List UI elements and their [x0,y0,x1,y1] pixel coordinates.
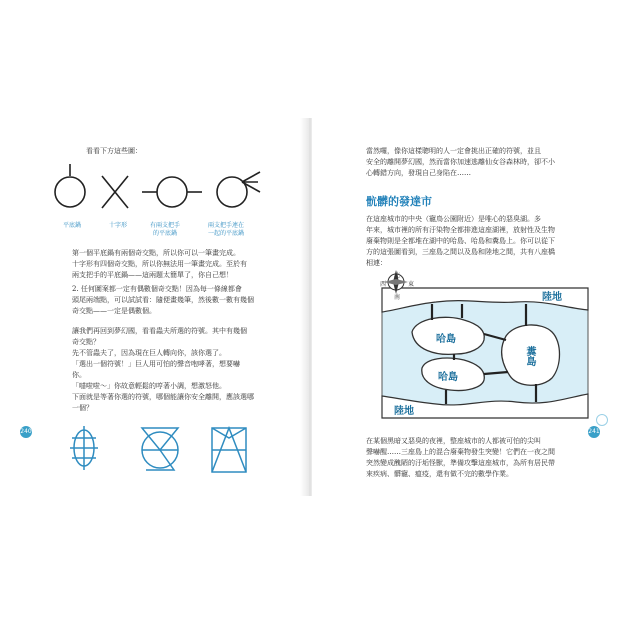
left-page [0,118,308,496]
island-map [366,270,598,426]
symbol-2 [142,428,178,470]
right-page [312,118,620,496]
handle-sketches [44,162,274,214]
compass-north: 北 [394,272,401,279]
label-island-3: 糞島 [524,346,535,366]
paragraph-1: 第一個平底鍋有兩個奇交點，所以你可以一筆畫完成。 十字形有四個奇交點，所以你無法用一筆畫完成。至於有 兩支把手的平底鍋——這兩題太簡單了，你自己想！ [72,249,247,279]
joined-handle-pan-sketch [217,172,260,207]
compass-south: 南 [394,294,401,301]
pan-sketch [55,164,85,207]
symbol-3 [212,428,246,472]
label-island-2: 哈島 [438,372,458,383]
label-island-1: 哈島 [436,334,456,345]
symbol-1 [70,426,98,470]
right-paragraph-2: 在這座城市的中央（寵鳥公園附近）是唯心的惡臭湖。多 年來，城市裡的所有汙染物全都排進這座湖裡，放射性及生物 廢棄物則是全都堆在湖中的哈島、哈島和糞島上。你可以從下 方的這張圖看到，三座島之間以及島和陸地之間，共有八座橋 相連： [366,215,555,267]
compass-west: 西 [380,281,387,288]
caption-two-handle: 有兩支把手 的平底鍋 [149,222,180,237]
right-paragraph-3: 在某個黑暗又惡臭的夜裡，整座城市的人都被可怕的尖叫 聲嚇醒……三座島上的混合廢棄物發生突變！它們在一夜之間 突然變成醜陋的汙垢怪獸，準備攻擊這座城市，為所有居民帶 來疾病、髒寵、瘟疫，還有做不完的數學作業。 [366,437,555,478]
caption-pan: 平底鍋 [62,222,81,229]
paragraph-2: 2. 任何圖案都一定有偶數個奇交點！因為每一條線都會 頭尾兩端點，可以試試看：隨便畫幾筆，然後數一數有幾個 奇交點——一定是偶數個。 [72,285,254,315]
caption-cross: 十字形 [108,222,127,229]
intro-text: 看看下方這些圖： [86,147,142,155]
caption-joined-handle: 兩支把手連在 一起的平底鍋 [207,222,244,237]
label-land-bottom: 陸地 [394,406,414,417]
compass-east: 東 [408,281,415,288]
cross-sketch [102,176,128,208]
section-title: 骯髒的發達市 [366,195,432,208]
page-number-right: 241 [588,426,600,438]
book-spread [0,118,620,496]
symbol-choices [62,418,262,478]
two-handle-pan-sketch [142,177,202,207]
decorative-circle [596,414,608,426]
paragraph-3: 讓我們再回到夢幻國，看看蟲夫所選的符號。其中有幾個 奇交點？ 先不管蟲夫了，因為現在巨人轉向你，該你選了。 「選出一個符號！」巨人用可怕的聲音咆哮著，想要嚇 你。 「噠啦啦～」你故意輕鬆的哼著小調，想激怒他。 下面就是等著你選的符號，哪個能讓你安全離開，應該選哪 一個？ [72,327,254,412]
page-number-left: 240 [20,426,32,438]
label-land-top: 陸地 [542,292,562,303]
right-paragraph-1: 當然囉，像你這樣聰明的人一定會挑出正確的符號，並且 安全的離開夢幻國，然而當你加速逃離仙女谷森林時，卻不小 心轉錯方向，發現自己身陷在…… [366,147,555,177]
